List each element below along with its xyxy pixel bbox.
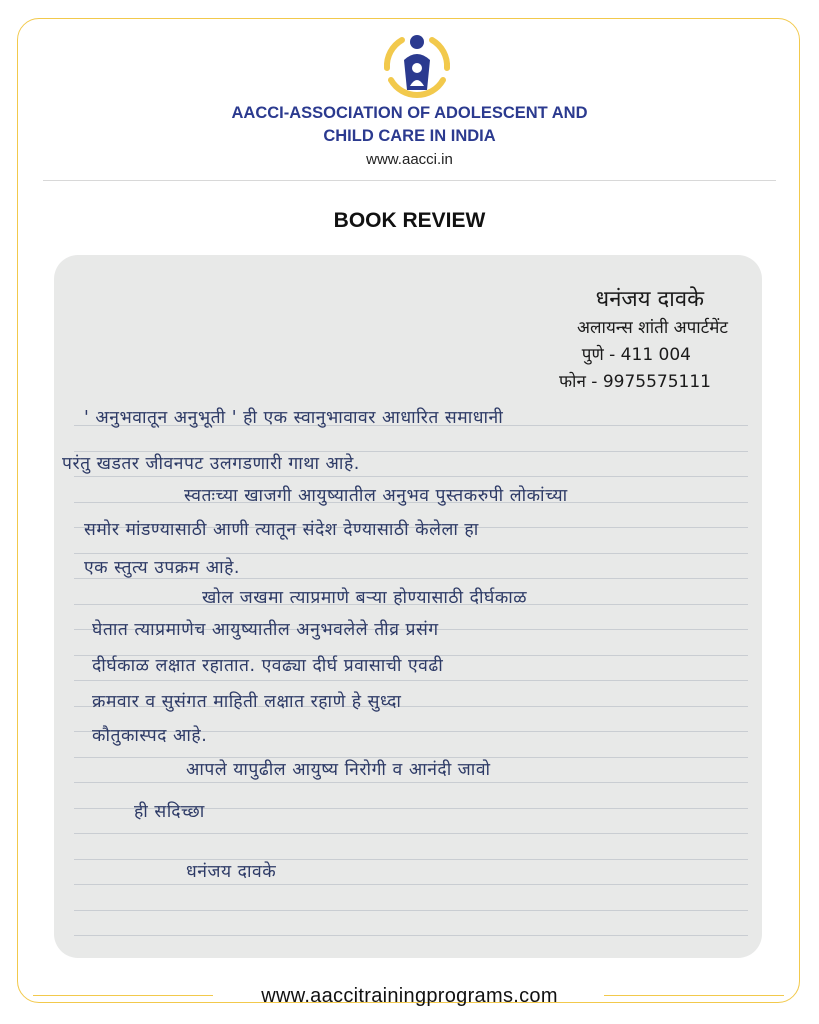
aacci-logo-icon	[377, 30, 457, 100]
letter-signature: धनंजय दावके	[186, 862, 277, 882]
letter-line: आपले यापुढील आयुष्य निरोगी व आनंदी जावो	[186, 760, 491, 780]
ruled-line	[74, 859, 748, 860]
ruled-line	[74, 833, 748, 834]
ruled-line	[74, 910, 748, 911]
letter-line: कौतुकास्पद आहे.	[92, 726, 208, 746]
ruled-line	[74, 935, 748, 936]
letter-line: एक स्तुत्य उपक्रम आहे.	[84, 558, 240, 578]
letter-line: घेतात त्याप्रमाणेच आयुष्यातील अनुभवलेले तीव्र प्रसंग	[92, 620, 439, 640]
letter-phone: फोन - 9975575111	[558, 372, 711, 392]
org-name-line1: AACCI-ASSOCIATION OF ADOLESCENT AND	[231, 104, 588, 122]
ruled-line	[74, 782, 748, 783]
letter-line: परंतु खडतर जीवनपट उलगडणारी गाथा आहे.	[62, 454, 360, 474]
handwritten-letter	[54, 255, 762, 958]
footer-website: www.aaccitrainingprograms.com	[261, 985, 558, 1007]
letter-line: समोर मांडण्यासाठी आणी त्यातून संदेश देण्यासाठी केलेला हा	[84, 520, 479, 540]
letter-author-name: धनंजय दावके	[595, 287, 704, 312]
letter-line: ' अनुभवातून अनुभूती ' ही एक स्वानुभावावर आधारित समाधानी	[84, 408, 504, 428]
letter-address-city: पुणे - 411 004	[581, 345, 691, 365]
letter-line: दीर्घकाळ लक्षात रहातात. एवढ्या दीर्घ प्रवासाची एवढी	[92, 656, 444, 676]
page-title: BOOK REVIEW	[333, 209, 486, 232]
letter-line: ही सदिच्छा	[134, 802, 205, 822]
letter-address-line: अलायन्स शांती अपार्टमेंट	[577, 318, 728, 338]
ruled-line	[74, 476, 748, 477]
ruled-line	[74, 553, 748, 554]
letter-line: खोल जखमा त्याप्रमाणे बऱ्या होण्यासाठी दीर्घकाळ	[202, 588, 528, 608]
ruled-line	[74, 884, 748, 885]
ruled-line	[74, 680, 748, 681]
org-website: www.aacci.in	[366, 151, 453, 168]
letter-line: स्वतःच्या खाजगी आयुष्यातील अनुभव पुस्तकरुपी लोकांच्या	[184, 486, 568, 506]
org-name-line2: CHILD CARE IN INDIA	[323, 127, 496, 145]
header-divider	[43, 180, 776, 181]
letter-line: क्रमवार व सुसंगत माहिती लक्षात रहाणे हे सुध्दा	[92, 692, 402, 712]
